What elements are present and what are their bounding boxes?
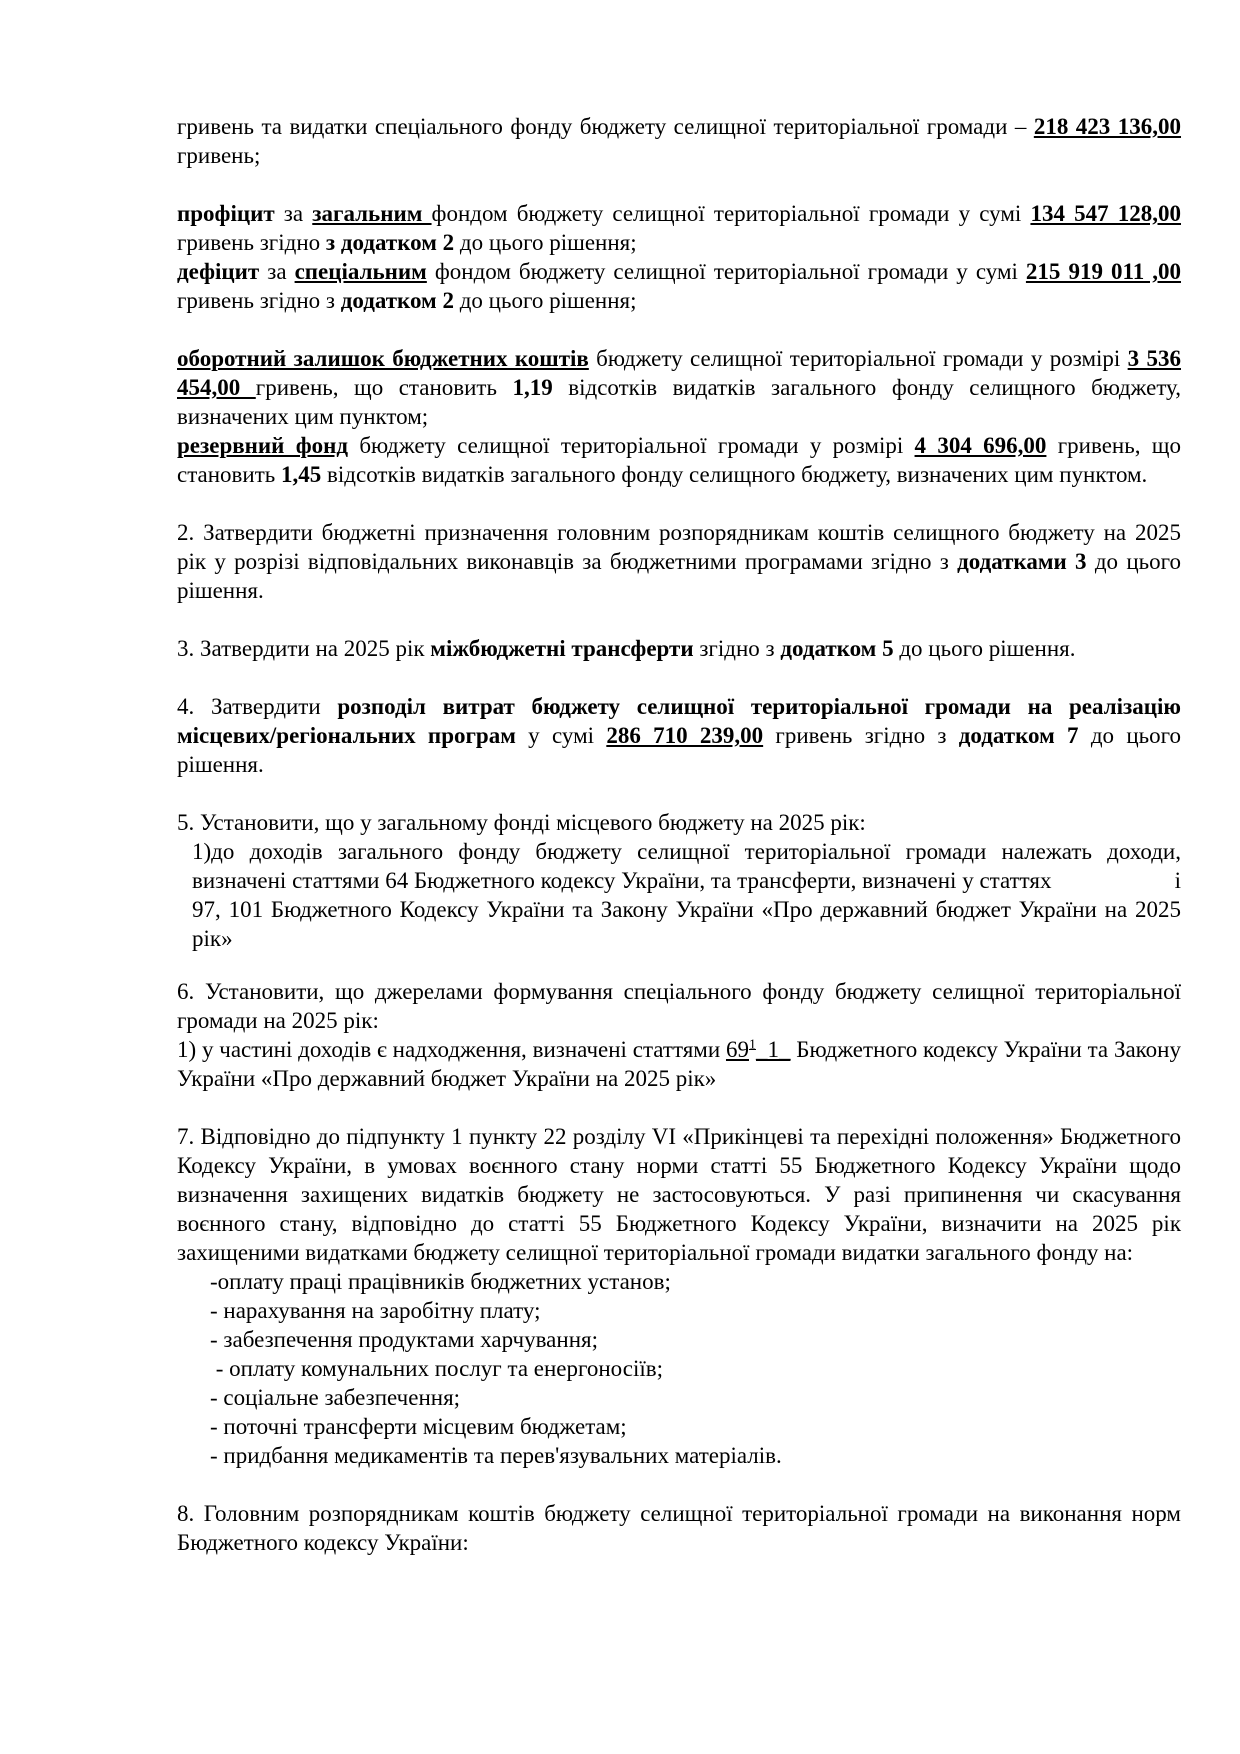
item-7-list-item: - соціальне забезпечення; [210,1385,461,1410]
item-5-subitem-1 [192,837,1181,895]
deficit-text-1: за [259,259,295,284]
item-6-subitem-text-2: Бюджетного кодексу України та Закону України «Про державний бюджет України на 2025 рік» [177,1037,1181,1091]
item-4-text-4: до цього рішення. [177,723,1182,777]
deficit-paragraph [177,257,1181,315]
item-5-subitem-1-end: і [1174,868,1181,893]
item-2-text-2: до цього рішення. [177,549,1181,603]
item-5-subitems [177,837,1181,953]
surplus-paragraph [177,199,1181,257]
general-fund-label: загальним [312,201,432,226]
item-4-programs: розподіл витрат бюджету селищної територіальної громади на реалізацію місцевих/регіональних програм [177,694,1181,748]
special-fund-label: спеціальним [294,259,427,284]
working-balance-label: оборотний залишок бюджетних коштів [177,346,589,371]
working-balance-text-3: відсотків видатків загального фонду селищного бюджету, визначених цим пунктом; [177,375,1182,429]
surplus-amount: 134 547 128,00 [1030,201,1181,226]
working-balance-paragraph [177,344,1181,431]
item-4-text-1: 4. Затвердити [177,694,338,719]
special-fund-currency: гривень; [177,143,261,168]
item-6-article-suffix: _1_ [755,1037,791,1062]
item-6-article-sup: 1 [748,1037,756,1053]
surplus-text-2: фондом бюджету селищної територіальної громади у сумі [431,201,1031,226]
document-page [177,112,1181,1557]
item-7-list-item: - оплату комунальних послуг та енергоносіїв; [210,1356,663,1381]
item-3-text-2: згідно з [693,636,781,661]
item-3-paragraph [177,634,1181,663]
working-balance-text-1: бюджету селищної територіальної громади у розмірі [588,346,1128,371]
item-5-heading: 5. Установити, що у загальному фонді місцевого бюджету на 2025 рік: [177,810,866,835]
special-fund-text: гривень та видатки спеціального фонду бюджету селищної територіальної громади – [177,114,1027,139]
reserve-fund-percent: 1,45 [281,462,322,487]
reserve-fund-text-3: відсотків видатків загального фонду селищного бюджету, визначених цим пунктом. [321,462,1148,487]
item-7-list [177,1267,1181,1470]
item-7-list-item: -оплату праці працівників бюджетних установ; [210,1269,671,1294]
item-5-subitem-2: 97, 101 Бюджетного Кодексу України та Закону України «Про державний бюджет України на 2025 рік» [192,897,1181,951]
surplus-text-1: за [274,201,313,226]
reserve-fund-paragraph [177,431,1181,489]
item-2-text-1: 2. Затвердити бюджетні призначення головним розпорядникам коштів селищного бюджету на 2025 рік у розрізі відповідальних виконавців за бюджетними програмами згідно з [177,520,1181,574]
item-2-appendix-ref: додатками 3 [957,549,1087,574]
special-fund-amount: 218 423 136,00 [1033,114,1182,139]
item-7-paragraph: 7. Відповідно до підпункту 1 пункту 22 розділу VI «Прикінцеві та перехідні положення» Бюджетного Кодексу України, в умовах воєнного стану норми статті 55 Бюджетного Кодексу України щодо визначення захищених видатків бюджету не застосовуються. У разі припинення чи скасування воєнного стану, відповідно до статті 55 Бюджетного Кодексу України, визначити на 2025 рік захищеними видатками бюджету селищної територіальної громади видатки загального фонду на: [177,1124,1181,1265]
surplus-text-3: гривень згідно [177,230,326,255]
deficit-label: дефіцит [177,259,260,284]
item-3-text-1: 3. Затвердити на 2025 рік [177,636,431,661]
item-3-transfers: міжбюджетні трансферти [430,636,694,661]
item-3-appendix-ref: додатком 5 [780,636,894,661]
reserve-fund-text-1: бюджету селищної територіальної громади у розмірі [348,433,915,458]
working-balance-percent: 1,19 [512,375,553,400]
deficit-text-3: гривень згідно з [177,288,341,313]
working-balance-amount: 3 536 454,00 [177,346,1181,400]
deficit-text-4: до цього рішення; [453,288,637,313]
item-7-list-item: - поточні трансферти місцевим бюджетам; [210,1414,627,1439]
item-8-paragraph: 8. Головним розпорядникам коштів бюджету селищної територіальної громади на виконання норм Бюджетного кодексу України: [177,1501,1181,1555]
surplus-text-4: до цього рішення; [454,230,637,255]
item-6-subitem-1 [177,1035,1181,1093]
reserve-fund-amount: 4 304 696,00 [914,433,1047,458]
item-3-text-3: до цього рішення. [893,636,1076,661]
item-7-list-item: - нарахування на заробітну плату; [210,1298,541,1323]
deficit-amount: 215 919 011 ,00 [1025,259,1181,284]
item-4-appendix-ref: додатком 7 [958,723,1079,748]
item-7-list-item: - забезпечення продуктами харчування; [210,1327,598,1352]
item-2-paragraph [177,518,1181,605]
surplus-label: профіцит [177,201,275,226]
item-6-heading: 6. Установити, що джерелами формування спеціального фонду бюджету селищної територіальної громади на 2025 рік: [177,979,1181,1033]
deficit-appendix-ref: додатком 2 [340,288,454,313]
working-balance-text-2: гривень, що становить [255,375,513,400]
reserve-fund-text-2: гривень, що становить [177,433,1181,487]
item-7-list-item: - придбання медикаментів та перев'язувальних матеріалів. [210,1443,782,1468]
item-6-subitem-text-1: 1) у частині доходів є надходження, визначені статтями [177,1037,726,1062]
item-4-text-2: у сумі [515,723,607,748]
deficit-text-2: фондом бюджету селищної територіальної громади у сумі [426,259,1026,284]
item-5-subitem-1-text: 1)до доходів загального фонду бюджету селищної територіальної громади належать доходи, визначені статтями 64 Бюджетного кодексу України, та трансферти, визначені у статтях [192,839,1181,893]
item-6-article-number: 69 [725,1037,749,1062]
item-4-text-3: гривень згідно з [763,723,959,748]
special-fund-expenses-paragraph [177,112,1181,170]
item-4-amount: 286 710 239,00 [606,723,764,748]
reserve-fund-label: резервний фонд [177,433,349,458]
surplus-appendix-ref: з додатком 2 [325,230,455,255]
item-4-paragraph [177,692,1181,779]
